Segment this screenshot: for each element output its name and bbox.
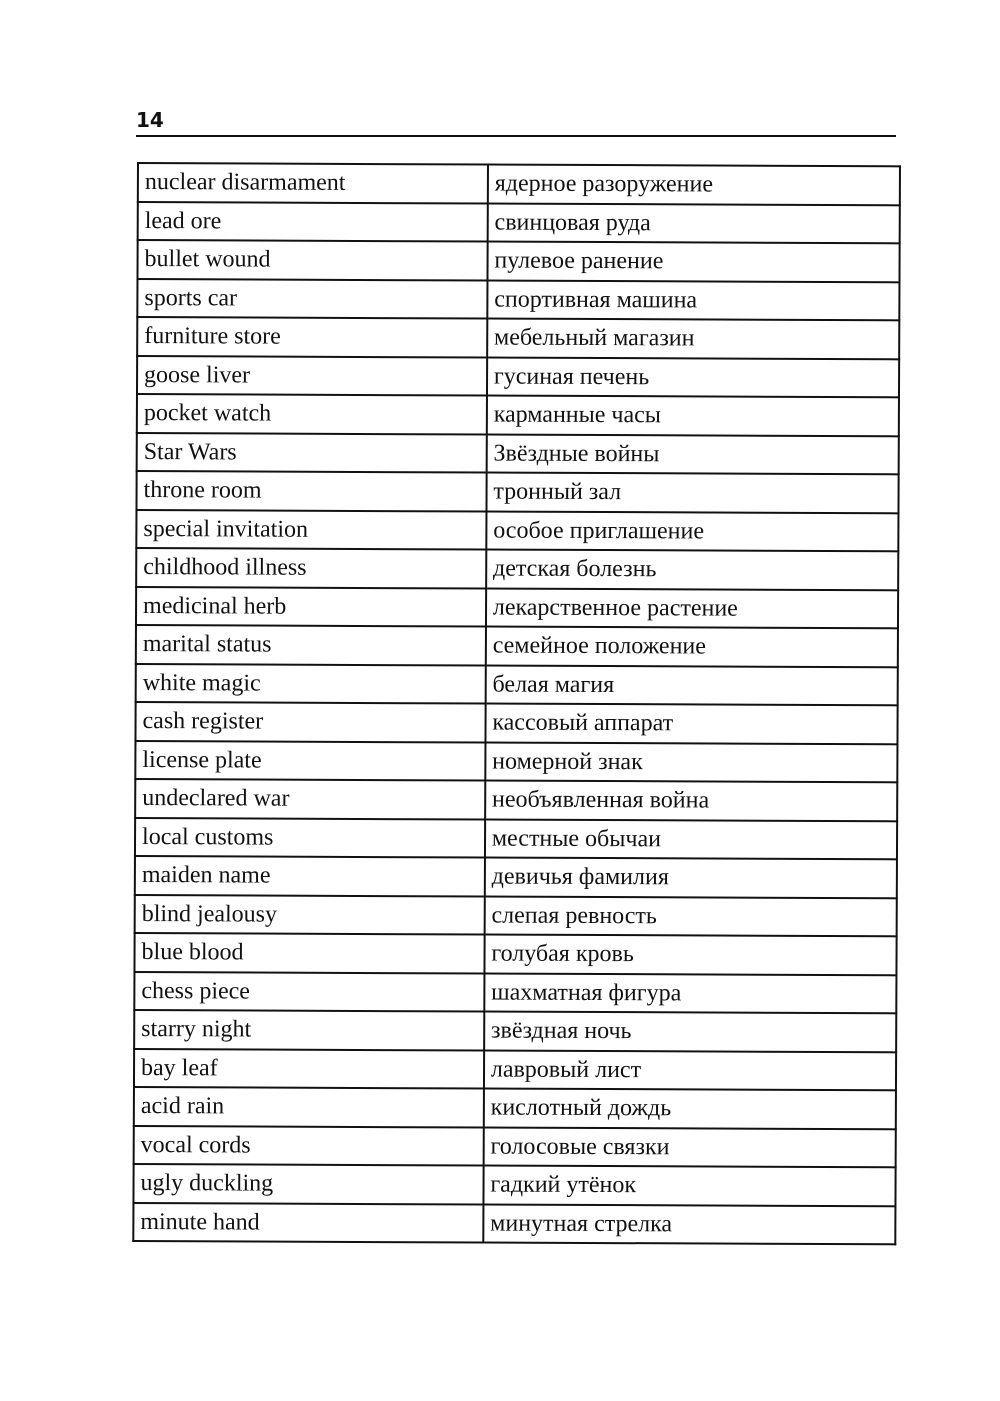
header-rule xyxy=(136,135,896,137)
table-row xyxy=(136,510,898,552)
table-row xyxy=(136,471,898,513)
english-phrase: acid rain xyxy=(134,1087,484,1127)
english-phrase: goose liver xyxy=(137,356,487,396)
russian-translation: номерной знак xyxy=(485,742,897,782)
russian-translation: слепая ревность xyxy=(484,896,896,936)
english-phrase: chess piece xyxy=(134,971,484,1011)
english-phrase: bay leaf xyxy=(134,1048,484,1088)
russian-translation: шахматная фигура xyxy=(484,973,896,1013)
table-row xyxy=(136,663,898,705)
russian-translation: особое приглашение xyxy=(486,511,898,551)
russian-translation: голосовые связки xyxy=(483,1127,895,1167)
table-row xyxy=(133,1202,895,1244)
english-phrase: local customs xyxy=(135,817,485,857)
english-phrase: furniture store xyxy=(137,317,487,357)
english-phrase: nuclear disarmament xyxy=(138,163,488,203)
russian-translation: семейное положение xyxy=(486,627,898,667)
table-row xyxy=(136,625,898,667)
english-phrase: lead ore xyxy=(138,202,488,242)
russian-translation: лавровый лист xyxy=(484,1050,896,1090)
russian-translation: тронный зал xyxy=(486,473,898,513)
table-row xyxy=(136,548,898,590)
russian-translation: минутная стрелка xyxy=(483,1204,895,1244)
table-row xyxy=(136,587,898,629)
russian-translation: гусиная печень xyxy=(487,357,899,397)
table-row xyxy=(135,702,897,744)
russian-translation: голубая кровь xyxy=(484,935,896,975)
russian-translation: пулевое ранение xyxy=(487,242,899,282)
table-row xyxy=(135,856,897,898)
table-row xyxy=(134,1087,896,1129)
english-phrase: marital status xyxy=(136,625,486,665)
russian-translation: свинцовая руда xyxy=(487,203,899,243)
russian-translation: звёздная ночь xyxy=(484,1012,896,1052)
table-row xyxy=(134,1048,896,1090)
english-phrase: minute hand xyxy=(133,1202,483,1242)
english-phrase: medicinal herb xyxy=(136,587,486,627)
english-phrase: Star Wars xyxy=(137,433,487,473)
table-row xyxy=(137,433,899,475)
table-row xyxy=(135,817,897,859)
russian-translation: мебельный магазин xyxy=(487,319,899,359)
english-phrase: cash register xyxy=(135,702,485,742)
russian-translation: спортивная машина xyxy=(487,280,899,320)
table-row xyxy=(134,933,896,975)
table-row xyxy=(137,279,899,321)
russian-translation: Звёздные войны xyxy=(486,434,898,474)
table-row xyxy=(135,894,897,936)
table-row xyxy=(138,163,900,205)
table-row xyxy=(134,1125,896,1167)
english-phrase: white magic xyxy=(136,663,486,703)
russian-translation: необъявленная война xyxy=(485,781,897,821)
page-number: 14 xyxy=(136,108,164,132)
english-phrase: vocal cords xyxy=(134,1125,484,1165)
english-phrase: childhood illness xyxy=(136,548,486,588)
table-row xyxy=(137,356,899,398)
russian-translation: девичья фамилия xyxy=(485,858,897,898)
english-phrase: ugly duckling xyxy=(133,1164,483,1204)
vocabulary-table xyxy=(132,162,901,1245)
table-row xyxy=(137,394,899,436)
russian-translation: карманные часы xyxy=(487,396,899,436)
table-row xyxy=(138,202,900,244)
english-phrase: blind jealousy xyxy=(135,894,485,934)
english-phrase: pocket watch xyxy=(137,394,487,434)
english-phrase: maiden name xyxy=(135,856,485,896)
table-row xyxy=(135,740,897,782)
english-phrase: sports car xyxy=(137,279,487,319)
english-phrase: blue blood xyxy=(134,933,484,973)
english-phrase: license plate xyxy=(135,740,485,780)
table-row xyxy=(133,1164,895,1206)
table-row xyxy=(135,779,897,821)
russian-translation: кислотный дождь xyxy=(484,1089,896,1129)
table-row xyxy=(137,240,899,282)
table-row xyxy=(134,971,896,1013)
english-phrase: special invitation xyxy=(136,510,486,550)
vocabulary-table-body xyxy=(133,163,900,1244)
english-phrase: undeclared war xyxy=(135,779,485,819)
english-phrase: bullet wound xyxy=(137,240,487,280)
russian-translation: кассовый аппарат xyxy=(485,704,897,744)
russian-translation: местные обычаи xyxy=(485,819,897,859)
table-row xyxy=(137,317,899,359)
russian-translation: детская болезнь xyxy=(486,550,898,590)
table-row xyxy=(134,1010,896,1052)
english-phrase: starry night xyxy=(134,1010,484,1050)
russian-translation: лекарственное растение xyxy=(486,588,898,628)
russian-translation: белая магия xyxy=(485,665,897,705)
russian-translation: ядерное разоружение xyxy=(488,165,900,205)
russian-translation: гадкий утёнок xyxy=(483,1166,895,1206)
english-phrase: throne room xyxy=(136,471,486,511)
